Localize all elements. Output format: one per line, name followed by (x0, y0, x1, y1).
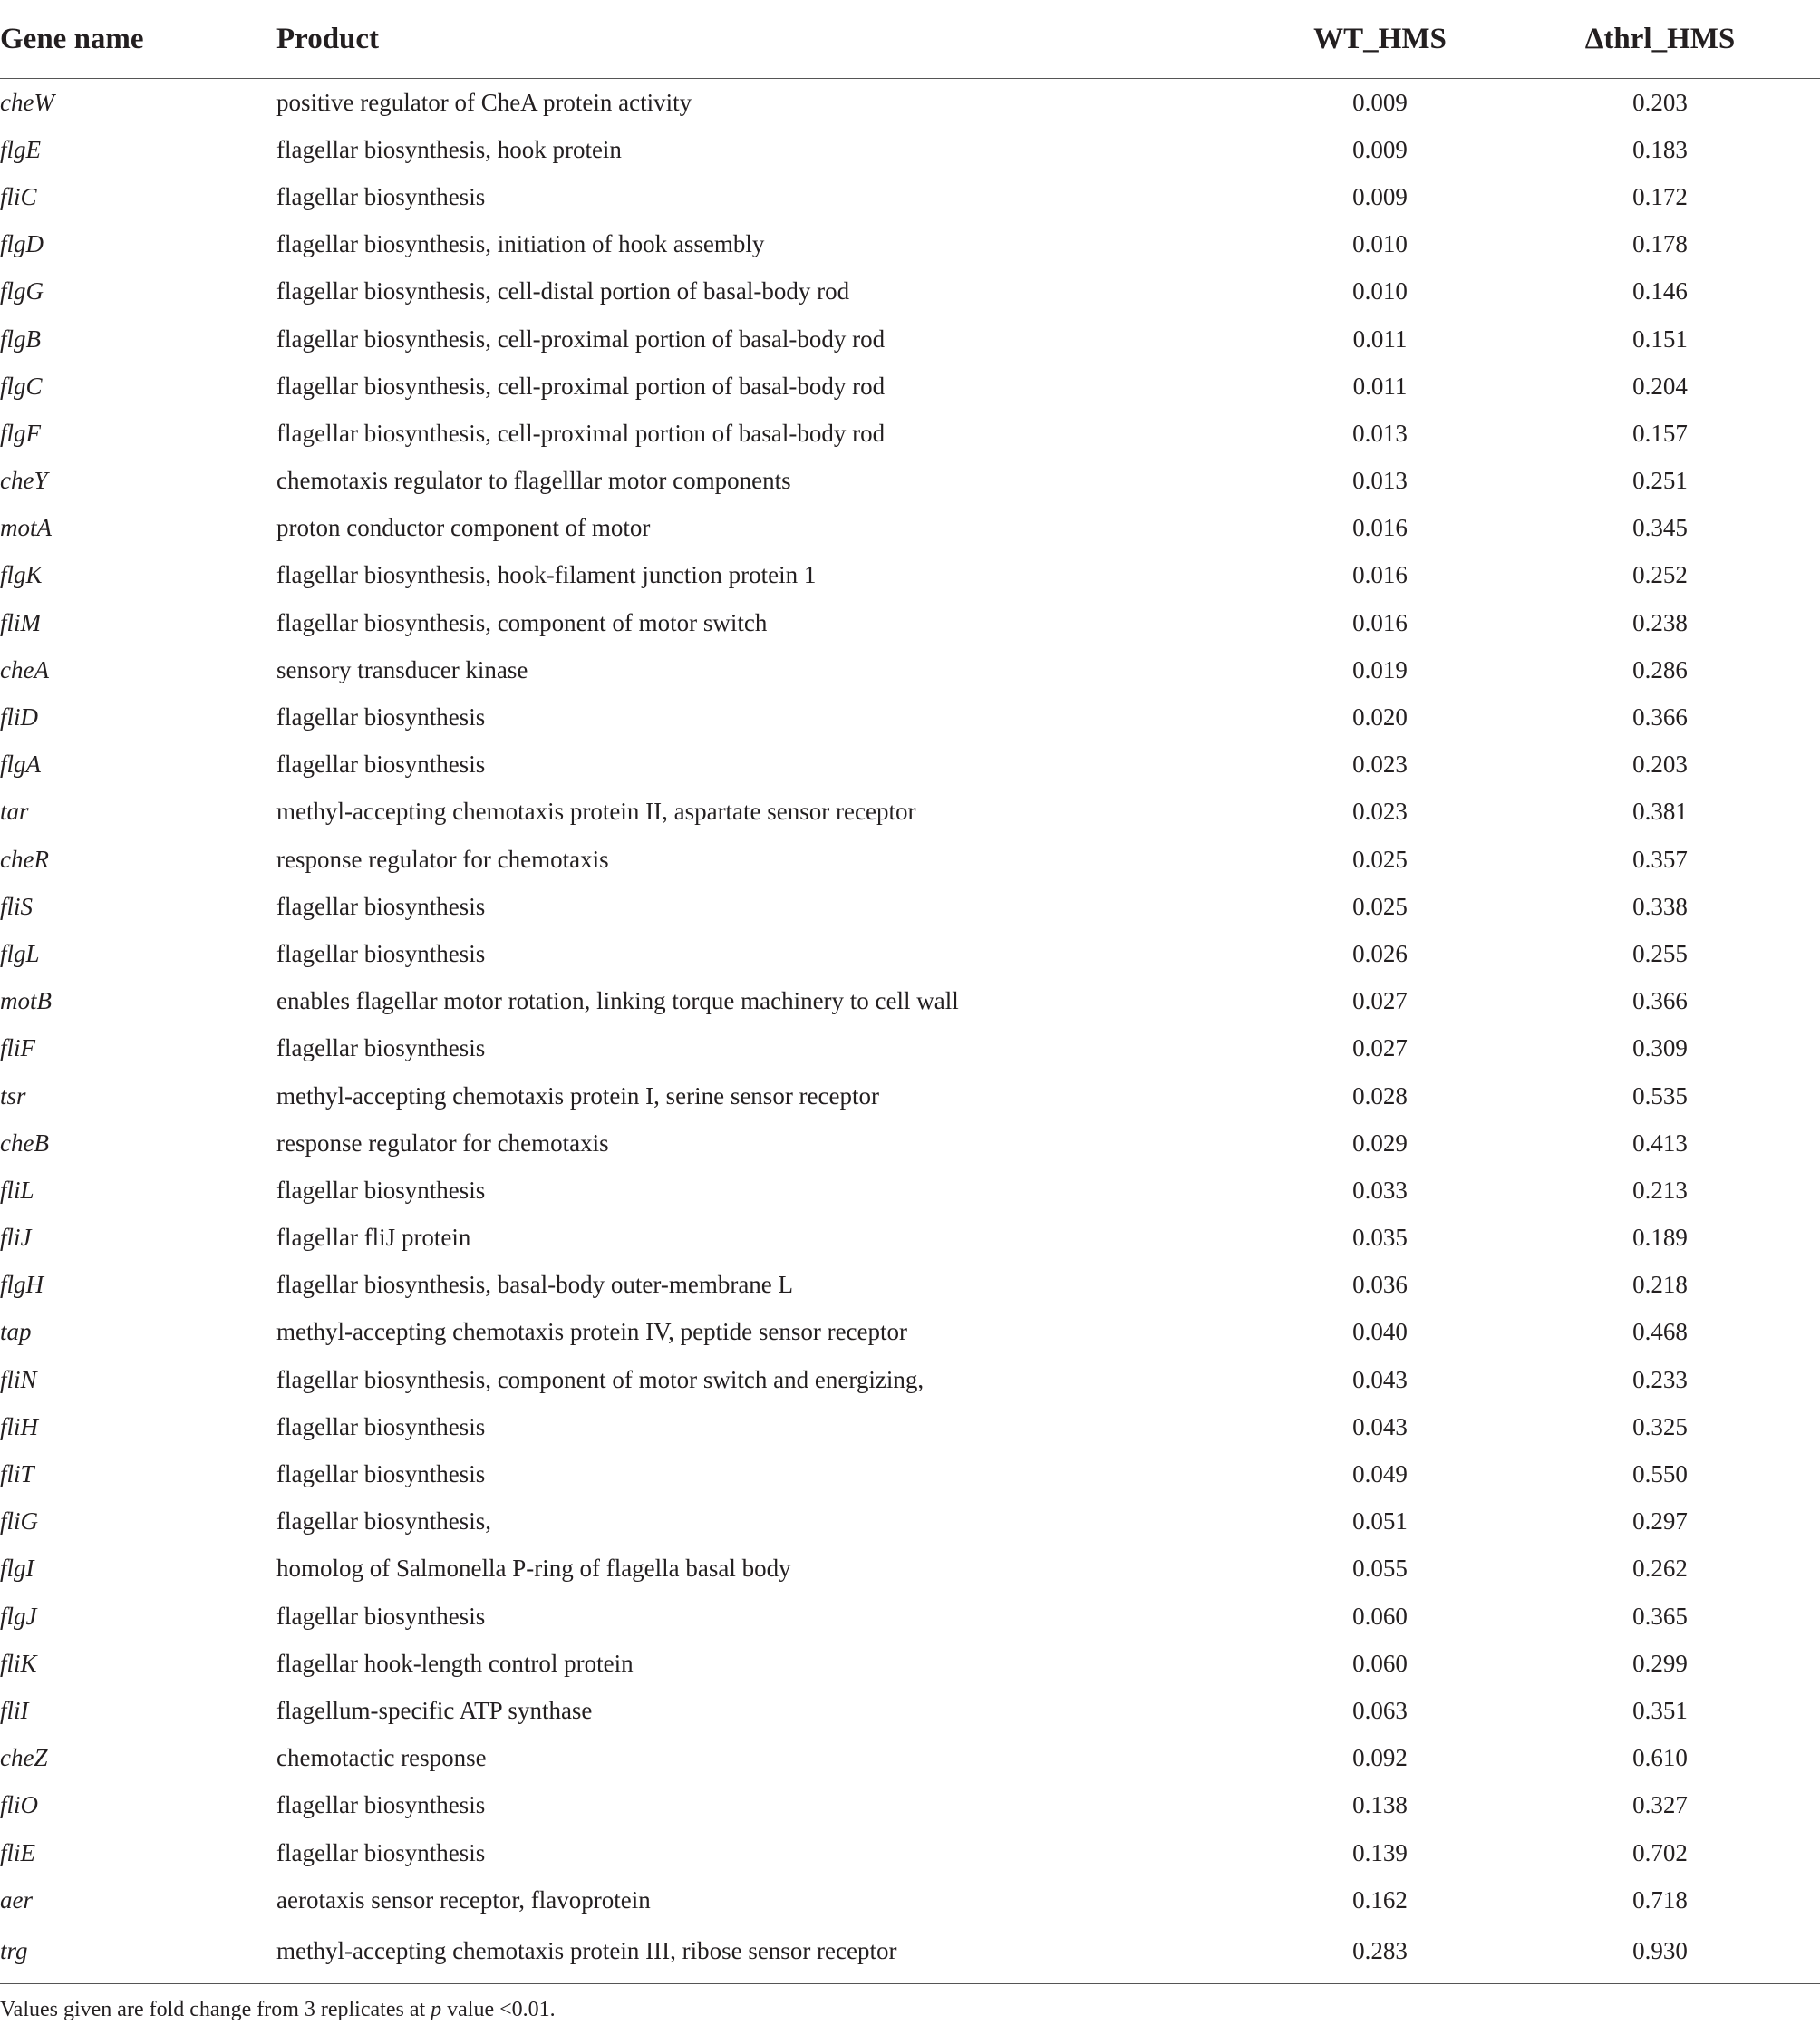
gene-name-cell: flgB (0, 325, 41, 353)
delta-thrl-hms-value-cell: 0.183 (1632, 135, 1688, 163)
gene-name-cell: fliG (0, 1507, 39, 1536)
header-gene-name: Gene name (0, 0, 276, 79)
product-cell: flagellar biosynthesis (276, 892, 486, 920)
product-cell: response regulator for chemotaxis (276, 845, 609, 873)
product-cell: enables flagellar motor rotation, linking torque machinery to cell wall (276, 987, 959, 1015)
delta-thrl-hms-value-cell: 0.299 (1632, 1649, 1688, 1677)
wt-hms-value-cell: 0.036 (1352, 1271, 1408, 1299)
wt-hms-value-cell: 0.009 (1352, 88, 1408, 116)
product-cell: flagellar biosynthesis, component of motor switch (276, 608, 768, 636)
delta-thrl-hms-value-cell: 0.262 (1632, 1555, 1688, 1583)
table-row (0, 1119, 1820, 1167)
delta-thrl-hms-value-cell: 0.413 (1632, 1129, 1688, 1157)
table-row (0, 1309, 1820, 1356)
wt-hms-value-cell: 0.033 (1352, 1176, 1408, 1204)
table-row (0, 1403, 1820, 1450)
wt-hms-value-cell: 0.055 (1352, 1555, 1408, 1583)
wt-hms-value-cell: 0.060 (1352, 1649, 1408, 1677)
gene-name-cell: cheR (0, 845, 49, 873)
table-body (0, 79, 1820, 1979)
wt-hms-value-cell: 0.010 (1352, 230, 1408, 258)
wt-hms-value-cell: 0.009 (1352, 135, 1408, 163)
gene-name-cell: fliT (0, 1460, 34, 1488)
gene-name-cell: fliC (0, 182, 37, 210)
delta-thrl-hms-value-cell: 0.535 (1632, 1081, 1688, 1110)
delta-thrl-hms-value-cell: 0.252 (1632, 561, 1688, 589)
wt-hms-value-cell: 0.023 (1352, 751, 1408, 779)
product-cell: flagellar biosynthesis (276, 751, 486, 779)
product-cell: flagellar biosynthesis, component of motor switch and energizing, (276, 1365, 925, 1393)
gene-name-cell: flgK (0, 561, 43, 589)
header-delta-thrl-hms: Δthrl_HMS (1500, 0, 1820, 79)
delta-thrl-hms-value-cell: 0.351 (1632, 1696, 1688, 1724)
delta-thrl-hms-value-cell: 0.338 (1632, 892, 1688, 920)
delta-thrl-hms-value-cell: 0.610 (1632, 1744, 1688, 1772)
wt-hms-value-cell: 0.029 (1352, 1129, 1408, 1157)
gene-name-cell: flgD (0, 230, 44, 258)
product-cell: flagellar hook-length control protein (276, 1649, 634, 1677)
delta-thrl-hms-value-cell: 0.255 (1632, 939, 1688, 967)
table-row (0, 1876, 1820, 1924)
wt-hms-value-cell: 0.013 (1352, 419, 1408, 447)
table-row (0, 1215, 1820, 1262)
wt-hms-value-cell: 0.028 (1352, 1081, 1408, 1110)
product-cell: chemotactic response (276, 1744, 487, 1772)
footer-divider (0, 1983, 1820, 1984)
table-row (0, 505, 1820, 552)
wt-hms-value-cell: 0.043 (1352, 1412, 1408, 1440)
table-row (0, 1735, 1820, 1782)
gene-name-cell: fliK (0, 1649, 37, 1677)
product-cell: flagellar biosynthesis (276, 1460, 486, 1488)
gene-name-cell: fliO (0, 1791, 39, 1819)
header-product: Product (276, 0, 1260, 79)
product-cell: flagellar biosynthesis, cell-proximal portion of basal-body rod (276, 419, 886, 447)
product-cell: flagellar biosynthesis (276, 703, 486, 732)
table-row (0, 741, 1820, 789)
gene-name-cell: motA (0, 514, 52, 542)
table-row (0, 126, 1820, 173)
product-cell: methyl-accepting chemotaxis protein I, serine sensor receptor (276, 1081, 879, 1110)
gene-name-cell: flgJ (0, 1602, 37, 1630)
product-cell: flagellum-specific ATP synthase (276, 1696, 593, 1724)
gene-name-cell: fliN (0, 1365, 37, 1393)
gene-name-cell: flgF (0, 419, 41, 447)
table-row (0, 458, 1820, 505)
gene-name-cell: tar (0, 798, 29, 826)
gene-name-cell: flgE (0, 135, 41, 163)
product-cell: flagellar biosynthesis (276, 182, 486, 210)
delta-thrl-hms-value-cell: 0.550 (1632, 1460, 1688, 1488)
table-row (0, 883, 1820, 930)
table-row (0, 268, 1820, 315)
gene-name-cell: cheZ (0, 1744, 48, 1772)
delta-thrl-hms-value-cell: 0.218 (1632, 1271, 1688, 1299)
product-cell: flagellar biosynthesis, hook protein (276, 135, 622, 163)
gene-name-cell: trg (0, 1936, 28, 1964)
gene-name-cell: cheY (0, 467, 48, 495)
table-row (0, 1025, 1820, 1072)
table-row (0, 599, 1820, 646)
product-cell: chemotaxis regulator to flagelllar motor components (276, 467, 791, 495)
table-row (0, 1450, 1820, 1497)
gene-name-cell: cheW (0, 88, 54, 116)
gene-name-cell: flgC (0, 372, 43, 400)
delta-thrl-hms-value-cell: 0.345 (1632, 514, 1688, 542)
product-cell: flagellar biosynthesis, initiation of hook assembly (276, 230, 765, 258)
delta-thrl-hms-value-cell: 0.366 (1632, 703, 1688, 732)
product-cell: flagellar biosynthesis (276, 1602, 486, 1630)
gene-name-cell: fliI (0, 1696, 29, 1724)
wt-hms-value-cell: 0.019 (1352, 655, 1408, 683)
gene-name-cell: fliM (0, 608, 41, 636)
wt-hms-value-cell: 0.026 (1352, 939, 1408, 967)
gene-name-cell: flgL (0, 939, 40, 967)
product-cell: flagellar biosynthesis, basal-body outer-membrane L (276, 1271, 794, 1299)
product-cell: flagellar biosynthesis (276, 1791, 486, 1819)
product-cell: flagellar biosynthesis (276, 1412, 486, 1440)
table-header (0, 0, 1820, 79)
delta-thrl-hms-value-cell: 0.327 (1632, 1791, 1688, 1819)
wt-hms-value-cell: 0.283 (1352, 1936, 1408, 1964)
table-row (0, 1072, 1820, 1119)
gene-name-cell: fliJ (0, 1224, 32, 1252)
table-row (0, 1498, 1820, 1546)
header-row (0, 0, 1820, 79)
wt-hms-value-cell: 0.049 (1352, 1460, 1408, 1488)
product-cell: methyl-accepting chemotaxis protein III, ribose sensor receptor (276, 1936, 897, 1964)
wt-hms-value-cell: 0.016 (1352, 561, 1408, 589)
gene-name-cell: flgA (0, 751, 41, 779)
table-row (0, 978, 1820, 1025)
footnote-p-symbol: p (431, 1998, 442, 2021)
wt-hms-value-cell: 0.011 (1352, 372, 1408, 400)
wt-hms-value-cell: 0.013 (1352, 467, 1408, 495)
table-row (0, 552, 1820, 599)
delta-thrl-hms-value-cell: 0.213 (1632, 1176, 1688, 1204)
table-row (0, 1640, 1820, 1687)
gene-name-cell: tap (0, 1318, 32, 1346)
delta-thrl-hms-value-cell: 0.233 (1632, 1365, 1688, 1393)
table-row (0, 1782, 1820, 1829)
delta-thrl-hms-value-cell: 0.146 (1632, 277, 1688, 305)
gene-name-cell: fliS (0, 892, 34, 920)
delta-thrl-hms-value-cell: 0.365 (1632, 1602, 1688, 1630)
table-row (0, 1924, 1820, 1978)
table-row (0, 363, 1820, 410)
delta-thrl-hms-value-cell: 0.702 (1632, 1838, 1688, 1866)
product-cell: homolog of Salmonella P-ring of flagella basal body (276, 1555, 791, 1583)
table-row (0, 1167, 1820, 1214)
table-row (0, 1546, 1820, 1593)
wt-hms-value-cell: 0.010 (1352, 277, 1408, 305)
wt-hms-value-cell: 0.023 (1352, 798, 1408, 826)
table-row (0, 646, 1820, 693)
product-cell: flagellar biosynthesis, cell-distal portion of basal-body rod (276, 277, 850, 305)
table-row (0, 1262, 1820, 1309)
wt-hms-value-cell: 0.162 (1352, 1885, 1408, 1914)
delta-thrl-hms-value-cell: 0.357 (1632, 845, 1688, 873)
wt-hms-value-cell: 0.011 (1352, 325, 1408, 353)
wt-hms-value-cell: 0.040 (1352, 1318, 1408, 1346)
delta-thrl-hms-value-cell: 0.203 (1632, 751, 1688, 779)
table-row (0, 930, 1820, 977)
product-cell: flagellar biosynthesis (276, 1034, 486, 1062)
delta-thrl-hms-value-cell: 0.468 (1632, 1318, 1688, 1346)
table-row (0, 410, 1820, 457)
delta-thrl-hms-value-cell: 0.286 (1632, 655, 1688, 683)
product-cell: flagellar biosynthesis, (276, 1507, 491, 1536)
wt-hms-value-cell: 0.020 (1352, 703, 1408, 732)
delta-thrl-hms-value-cell: 0.325 (1632, 1412, 1688, 1440)
table-row (0, 1687, 1820, 1734)
wt-hms-value-cell: 0.016 (1352, 608, 1408, 636)
product-cell: flagellar biosynthesis, cell-proximal portion of basal-body rod (276, 372, 886, 400)
wt-hms-value-cell: 0.025 (1352, 892, 1408, 920)
product-cell: flagellar biosynthesis (276, 1176, 486, 1204)
wt-hms-value-cell: 0.025 (1352, 845, 1408, 873)
gene-name-cell: fliL (0, 1176, 34, 1204)
delta-thrl-hms-value-cell: 0.203 (1632, 88, 1688, 116)
wt-hms-value-cell: 0.060 (1352, 1602, 1408, 1630)
header-wt-hms: WT_HMS (1260, 0, 1500, 79)
product-cell: flagellar fliJ protein (276, 1224, 471, 1252)
delta-thrl-hms-value-cell: 0.151 (1632, 325, 1688, 353)
delta-thrl-hms-value-cell: 0.297 (1632, 1507, 1688, 1536)
wt-hms-value-cell: 0.139 (1352, 1838, 1408, 1866)
gene-name-cell: aer (0, 1885, 33, 1914)
delta-thrl-hms-value-cell: 0.930 (1632, 1936, 1688, 1964)
wt-hms-value-cell: 0.027 (1352, 1034, 1408, 1062)
product-cell: flagellar biosynthesis, cell-proximal portion of basal-body rod (276, 325, 886, 353)
delta-thrl-hms-value-cell: 0.251 (1632, 467, 1688, 495)
wt-hms-value-cell: 0.092 (1352, 1744, 1408, 1772)
table-footnote (0, 1998, 556, 2022)
product-cell: sensory transducer kinase (276, 655, 528, 683)
wt-hms-value-cell: 0.138 (1352, 1791, 1408, 1819)
wt-hms-value-cell: 0.051 (1352, 1507, 1408, 1536)
gene-name-cell: cheB (0, 1129, 49, 1157)
table-row (0, 315, 1820, 363)
table-row (0, 1829, 1820, 1876)
product-cell: aerotaxis sensor receptor, flavoprotein (276, 1885, 651, 1914)
table-row (0, 79, 1820, 127)
product-cell: positive regulator of CheA protein activity (276, 88, 692, 116)
delta-thrl-hms-value-cell: 0.189 (1632, 1224, 1688, 1252)
product-cell: flagellar biosynthesis (276, 1838, 486, 1866)
table-row (0, 173, 1820, 220)
gene-name-cell: motB (0, 987, 52, 1015)
footnote-suffix: value <0.01. (441, 1998, 556, 2021)
delta-thrl-hms-value-cell: 0.381 (1632, 798, 1688, 826)
delta-thrl-hms-value-cell: 0.157 (1632, 419, 1688, 447)
gene-name-cell: fliD (0, 703, 39, 732)
product-cell: response regulator for chemotaxis (276, 1129, 609, 1157)
gene-name-cell: fliE (0, 1838, 35, 1866)
product-cell: methyl-accepting chemotaxis protein IV, peptide sensor receptor (276, 1318, 908, 1346)
delta-thrl-hms-value-cell: 0.172 (1632, 182, 1688, 210)
delta-thrl-hms-value-cell: 0.718 (1632, 1885, 1688, 1914)
table-row (0, 693, 1820, 741)
gene-name-cell: flgG (0, 277, 44, 305)
wt-hms-value-cell: 0.027 (1352, 987, 1408, 1015)
gene-name-cell: fliF (0, 1034, 35, 1062)
wt-hms-value-cell: 0.035 (1352, 1224, 1408, 1252)
delta-thrl-hms-value-cell: 0.366 (1632, 987, 1688, 1015)
wt-hms-value-cell: 0.016 (1352, 514, 1408, 542)
product-cell: proton conductor component of motor (276, 514, 651, 542)
product-cell: flagellar biosynthesis (276, 939, 486, 967)
wt-hms-value-cell: 0.043 (1352, 1365, 1408, 1393)
table-row (0, 836, 1820, 883)
gene-name-cell: tsr (0, 1081, 26, 1110)
product-cell: flagellar biosynthesis, hook-filament junction protein 1 (276, 561, 817, 589)
gene-name-cell: flgH (0, 1271, 44, 1299)
delta-thrl-hms-value-cell: 0.204 (1632, 372, 1688, 400)
wt-hms-value-cell: 0.063 (1352, 1696, 1408, 1724)
table-row (0, 789, 1820, 836)
gene-name-cell: flgI (0, 1555, 34, 1583)
product-cell: methyl-accepting chemotaxis protein II, aspartate sensor receptor (276, 798, 916, 826)
delta-thrl-hms-value-cell: 0.178 (1632, 230, 1688, 258)
table-row (0, 221, 1820, 268)
delta-thrl-hms-value-cell: 0.238 (1632, 608, 1688, 636)
footnote-prefix: Values given are fold change from 3 replicates at (0, 1998, 431, 2021)
wt-hms-value-cell: 0.009 (1352, 182, 1408, 210)
table-row (0, 1593, 1820, 1640)
delta-thrl-hms-value-cell: 0.309 (1632, 1034, 1688, 1062)
table-row (0, 1356, 1820, 1403)
gene-name-cell: fliH (0, 1412, 39, 1440)
gene-name-cell: cheA (0, 655, 49, 683)
